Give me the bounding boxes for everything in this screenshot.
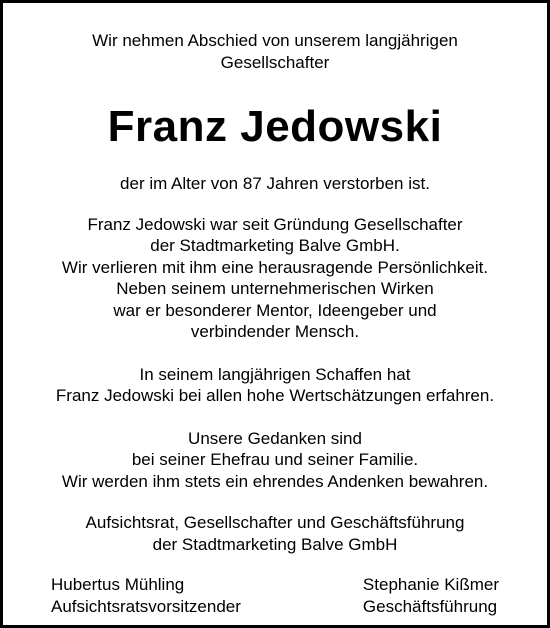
tribute-line: Neben seinem unternehmerischen Wirken [116,279,434,298]
condolence-line: Unsere Gedanken sind [188,428,362,448]
condolence-paragraph [21,428,529,493]
condolence-line: Wir werden ihm stets ein ehrendes Andenken bewahren. [61,471,489,491]
appreciation-line: Franz Jedowski bei allen hohe Wertschätzungen erfahren. [55,386,495,405]
signer-left [51,574,241,617]
appreciation-line: In seinem langjährigen Schaffen hat [139,364,411,384]
intro-text [21,30,529,73]
signer-right [363,574,499,617]
signature-block [21,512,529,555]
age-line: der im Alter von 87 Jahren verstorben ist. [120,174,430,193]
tribute-line: Franz Jedowski war seit Gründung Gesellschafter [87,214,463,234]
signature-block-line: der Stadtmarketing Balve GmbH [152,534,398,554]
signers [21,574,529,617]
tribute-line: verbindender Mensch. [190,322,360,341]
deceased-name: Franz Jedowski [107,102,443,151]
intro-line: Gesellschafter [220,52,330,72]
signer-name: Hubertus Mühling [51,575,185,594]
intro-line: Wir nehmen Abschied von unserem langjährigen [92,31,458,50]
condolence-line: bei seiner Ehefrau und seiner Familie. [131,450,419,469]
signer-name: Stephanie Kißmer [362,575,499,594]
signer-role: Aufsichtsratsvorsitzender [51,596,241,616]
tribute-paragraph [21,214,529,343]
tribute-line: der Stadtmarketing Balve GmbH. [150,236,400,255]
signer-role: Geschäftsführung [362,596,498,616]
appreciation-paragraph [21,364,529,407]
tribute-line: Wir verlieren mit ihm eine herausragende Persönlichkeit. [61,257,489,277]
tribute-line: war er besonderer Mentor, Ideengeber und [113,300,437,320]
signature-block-line: Aufsichtsrat, Gesellschafter und Geschäftsführung [85,513,465,532]
